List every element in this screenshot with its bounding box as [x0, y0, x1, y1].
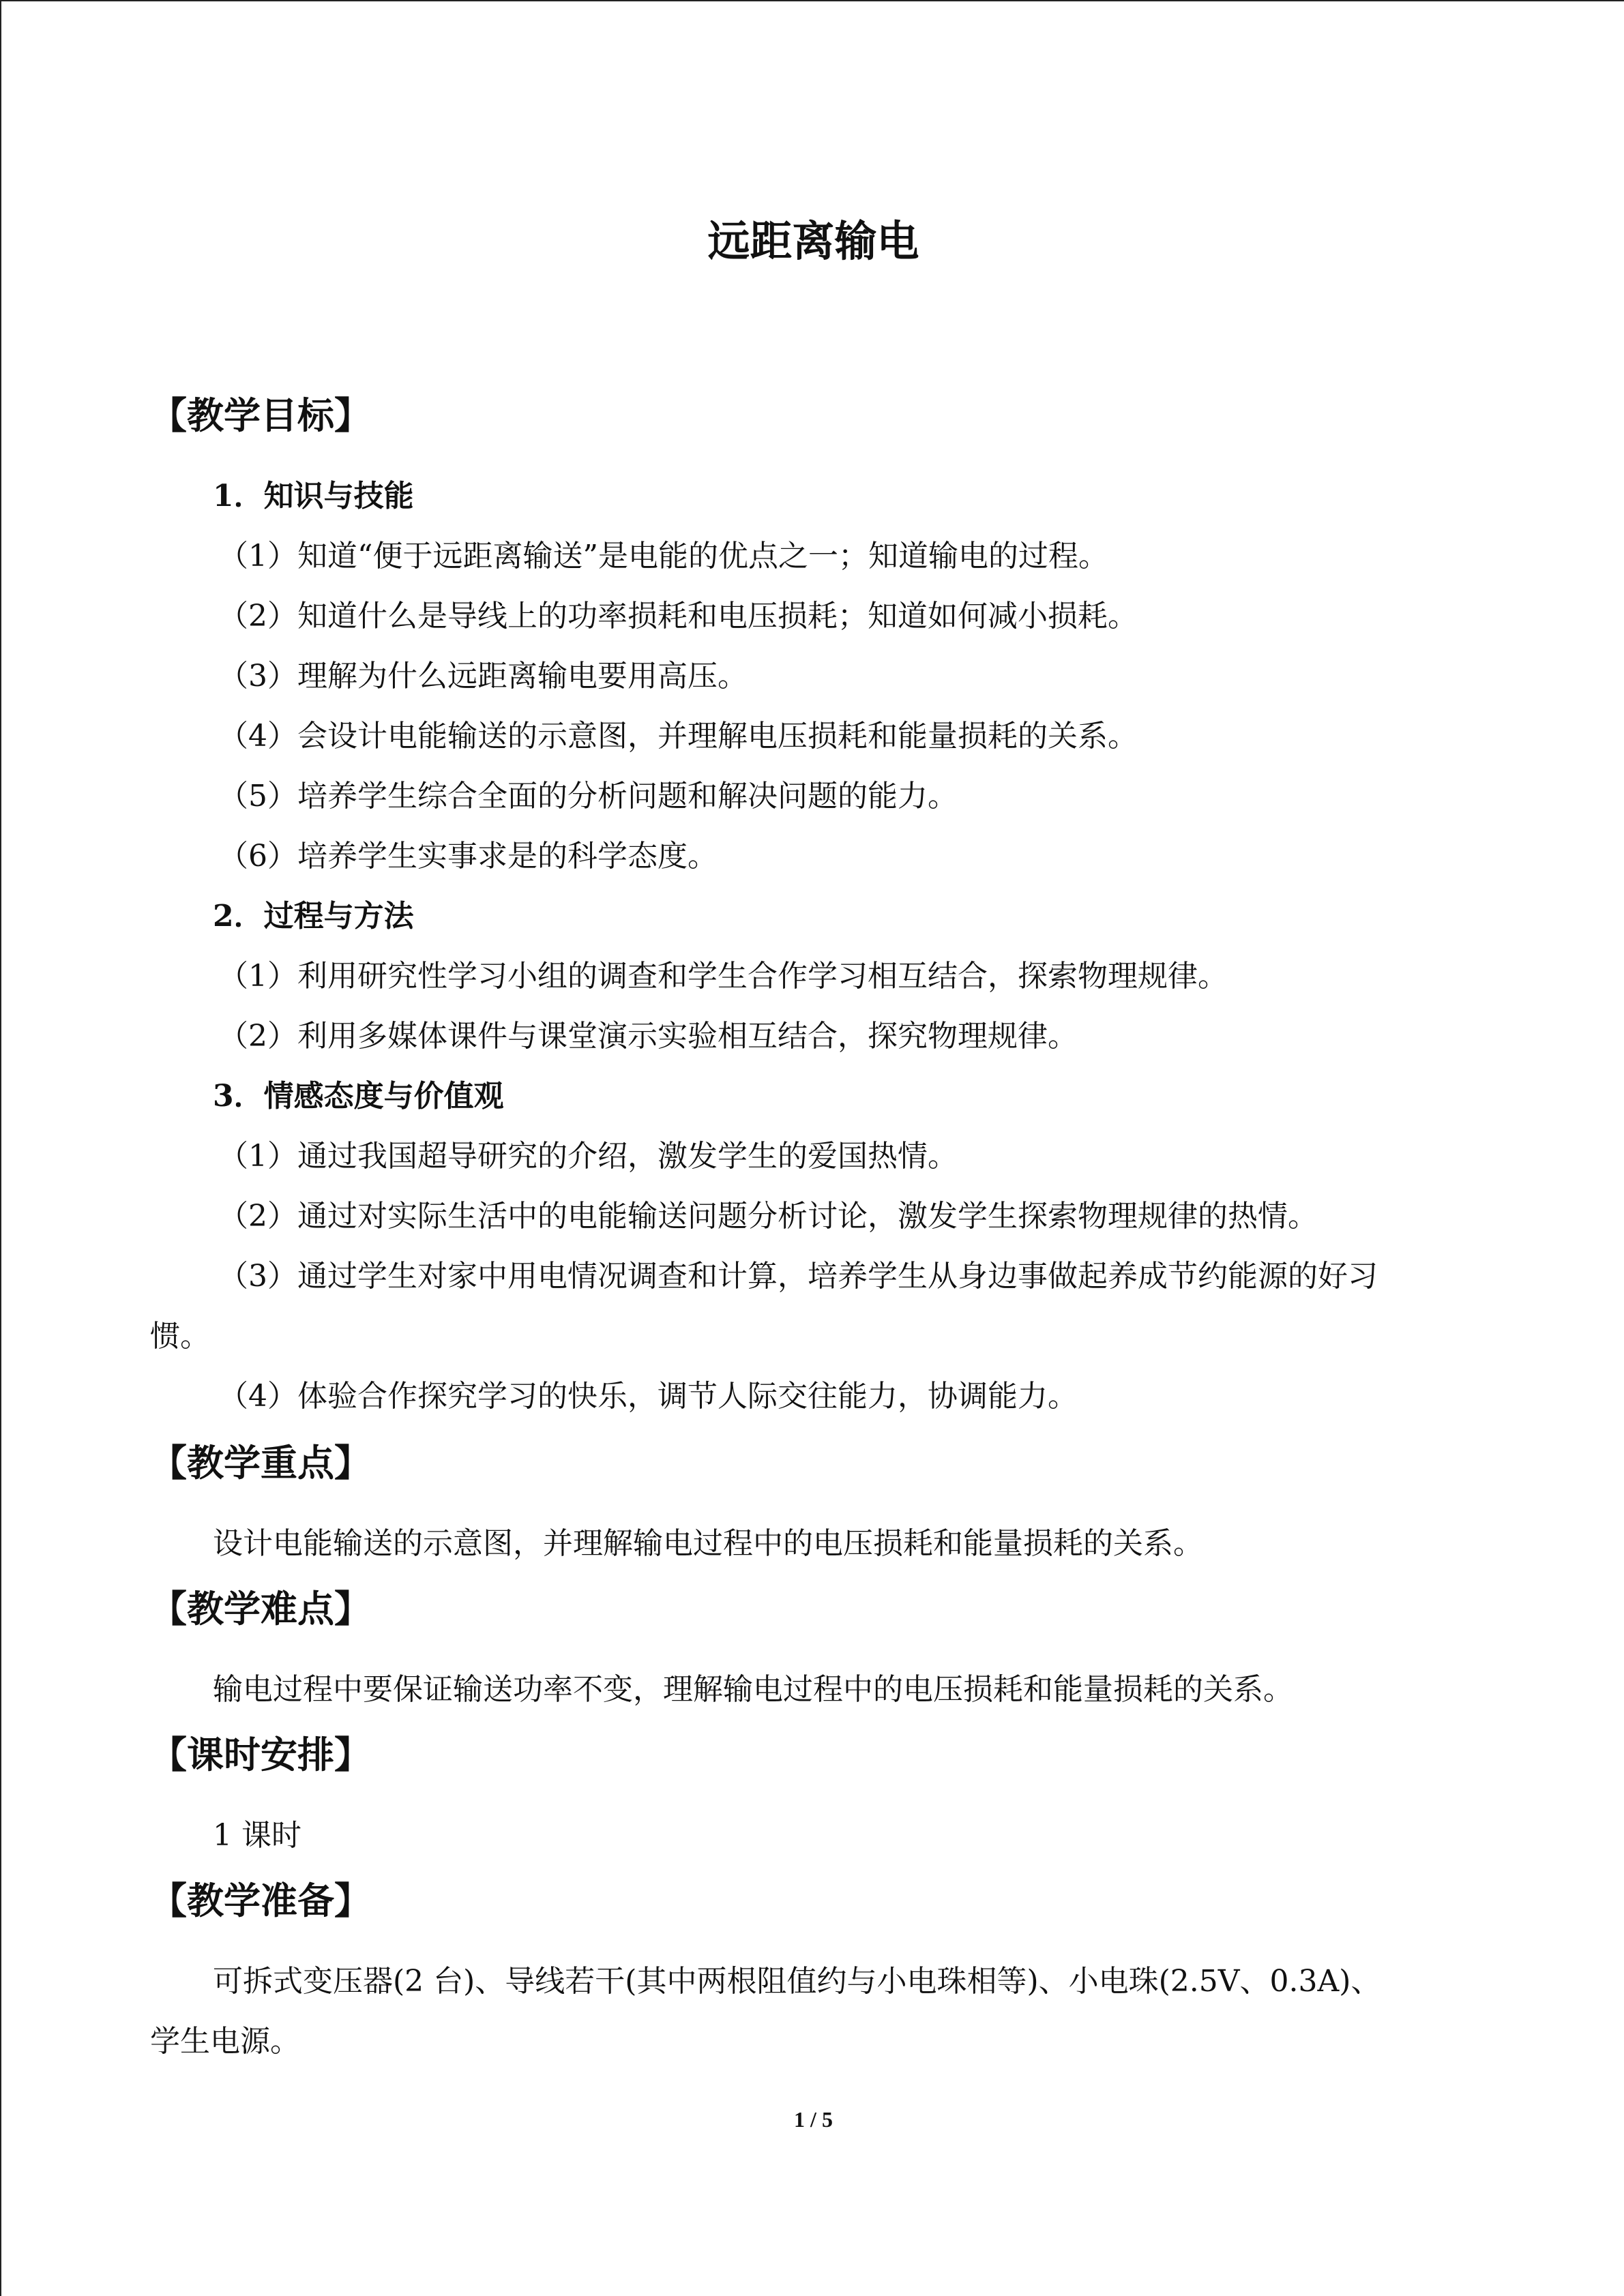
list-item: （1）通过我国超导研究的介绍，激发学生的爱国热情。	[218, 1139, 958, 1174]
section-heading-key-points: 【教学重点】	[150, 1441, 371, 1485]
subheading-knowledge-skills: 1．知识与技能	[213, 479, 414, 513]
subheading-process-methods: 2．过程与方法	[213, 899, 414, 934]
list-item: （3）理解为什么远距离输电要用高压。	[218, 659, 748, 694]
document-title: 远距离输电	[707, 216, 919, 266]
key-points-text: 设计电能输送的示意图，并理解输电过程中的电压损耗和能量损耗的关系。	[213, 1526, 1203, 1561]
list-item: （2）通过对实际生活中的电能输送问题分析讨论，激发学生探索物理规律的热情。	[218, 1199, 1318, 1234]
list-item: （1）知道“便于远距离输送”是电能的优点之一；知道输电的过程。	[218, 539, 1108, 573]
list-item: （4）体验合作探究学习的快乐，调节人际交往能力，协调能力。	[218, 1379, 1078, 1414]
list-item-continuation: 惯。	[150, 1319, 210, 1354]
list-item: （2）利用多媒体课件与课堂演示实验相互结合，探究物理规律。	[218, 1019, 1078, 1054]
page-number: 1 / 5	[794, 2107, 833, 2132]
difficulties-text: 输电过程中要保证输送功率不变，理解输电过程中的电压损耗和能量损耗的关系。	[213, 1672, 1293, 1707]
list-item: （1）利用研究性学习小组的调查和学生合作学习相互结合，探索物理规律。	[218, 959, 1228, 994]
preparation-text-line1: 可拆式变压器(2 台)、导线若干(其中两根阻值约与小电珠相等)、小电珠(2.5V、0.3A)、	[213, 1964, 1381, 1999]
list-item: （3）通过学生对家中用电情况调查和计算，培养学生从身边事做起养成节约能源的好习	[218, 1259, 1378, 1294]
list-item: （2）知道什么是导线上的功率损耗和电压损耗；知道如何减小损耗。	[218, 599, 1138, 633]
schedule-text: 1 课时	[213, 1818, 301, 1853]
list-item: （6）培养学生实事求是的科学态度。	[218, 839, 718, 874]
section-heading-difficulties: 【教学难点】	[150, 1587, 371, 1630]
subheading-emotion-values: 3．情感态度与价值观	[213, 1079, 504, 1114]
preparation-text-line2: 学生电源。	[150, 2024, 300, 2059]
section-heading-objectives: 【教学目标】	[150, 393, 371, 437]
list-item: （4）会设计电能输送的示意图，并理解电压损耗和能量损耗的关系。	[218, 719, 1138, 754]
list-item: （5）培养学生综合全面的分析问题和解决问题的能力。	[218, 779, 958, 814]
section-heading-schedule: 【课时安排】	[150, 1733, 371, 1776]
section-heading-preparation: 【教学准备】	[150, 1879, 371, 1922]
